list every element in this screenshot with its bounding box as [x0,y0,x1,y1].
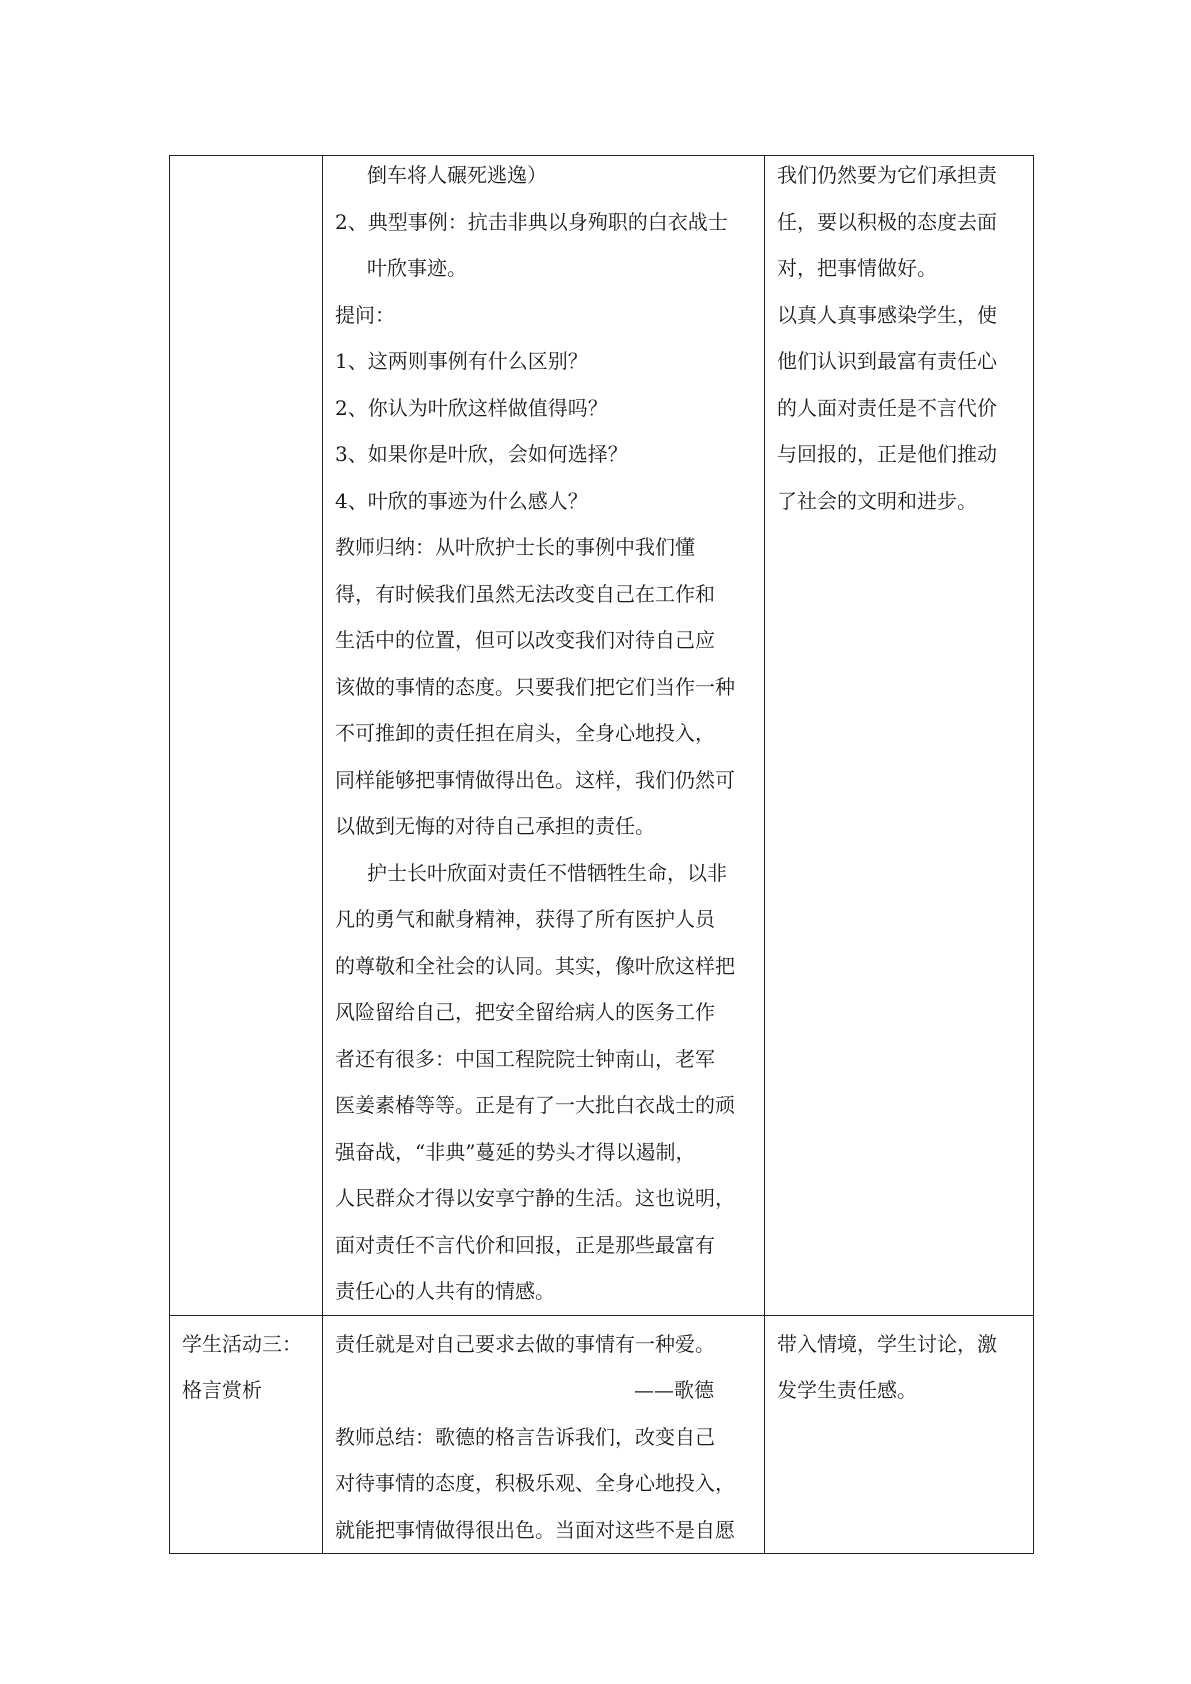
text-line: 面对责任不言代价和回报，正是那些最富有 [335,1232,715,1257]
text-line: 4、叶欣的事迹为什么感人？ [335,488,588,513]
text-line: 风险留给自己，把安全留给病人的医务工作 [335,1000,715,1024]
text-line: 者还有很多：中国工程院院士钟南山，老军 [335,1046,715,1071]
text-line: 以真人真事感染学生，使 [777,302,997,327]
table-row [170,156,1034,1316]
text-line: 1、这两则事例有什么区别？ [335,349,588,373]
text-line: 得，有时候我们虽然无法改变自己在工作和 [335,581,715,606]
text-line: 的尊敬和全社会的认同。其实，像叶欣这样把 [335,953,735,978]
text-line: 强奋战，“非典”蔓延的势头才得以遏制， [335,1139,696,1164]
intent-cell [765,156,1034,1316]
text-line: 不可推卸的责任担在肩头，全身心地投入， [335,721,715,745]
text-line: 的人面对责任是不言代价 [777,395,997,420]
text-line: 对，把事情做好。 [777,256,937,280]
text-line: 2、典型事例：抗击非典以身殉职的白衣战士 [335,209,728,234]
text-line: 带入情境，学生讨论，激 [777,1331,997,1356]
text-line: 格言赏析 [182,1378,262,1402]
text-line: 同样能够把事情做得出色。这样，我们仍然可 [335,767,735,792]
text-line: 提问： [335,302,395,327]
intent-cell-text [765,1321,1033,1414]
content-cell [323,1315,765,1554]
text-line: 倒车将人碾死逃逸） [367,163,547,187]
text-line: 发学生责任感。 [777,1378,917,1402]
text-line: 就能把事情做得很出色。当面对这些不是自愿 [335,1517,735,1542]
content-cell [323,156,765,1316]
content-cell-text [323,1321,764,1554]
text-line: 2、你认为叶欣这样做值得吗？ [335,395,608,420]
text-line: 责任心的人共有的情感。 [335,1279,555,1303]
activity-cell-text [170,1321,322,1414]
text-line: 教师归纳：从叶欣护士长的事例中我们懂 [335,535,695,559]
text-line: 教师总结：歌德的格言告诉我们，改变自己 [335,1424,715,1449]
motto-quote: 责任就是对自己要求去做的事情有一种爱。 [335,1331,715,1356]
text-line: 任，要以积极的态度去面 [777,209,997,234]
text-line: 该做的事情的态度。只要我们把它们当作一种 [335,674,735,699]
activity-cell [170,1315,323,1554]
text-line: 我们仍然要为它们承担责 [777,163,997,187]
text-line: 了社会的文明和进步。 [777,488,977,513]
text-line: 生活中的位置，但可以改变我们对待自己应 [335,628,715,652]
intent-cell [765,1315,1034,1554]
teacher-summary [335,1414,756,1554]
text-line: 对待事情的态度，积极乐观、全身心地投入， [335,1471,735,1495]
text-line: 凡的勇气和献身精神，获得了所有医护人员 [335,907,715,931]
text-line: 护士长叶欣面对责任不惜牺牲生命，以非 [367,860,727,885]
text-line: 人民群众才得以安享宁静的生活。这也说明， [335,1186,735,1210]
motto-attribution: ——歌德 [634,1378,714,1402]
lesson-plan-table [169,155,1034,1554]
text-line: 他们认识到最富有责任心 [777,349,997,373]
activity-cell [170,156,323,1316]
text-line: 3、如果你是叶欣，会如何选择？ [335,442,628,466]
content-cell-text [323,152,764,1315]
text-line: 叶欣事迹。 [367,256,467,280]
text-line: 学生活动三： [182,1331,302,1356]
table-row [170,1315,1034,1554]
text-line: 以做到无悔的对待自己承担的责任。 [335,814,655,838]
intent-cell-text [765,152,1033,524]
text-line: 医姜素椿等等。正是有了一大批白衣战士的顽 [335,1093,735,1117]
text-line: 与回报的，正是他们推动 [777,442,997,466]
